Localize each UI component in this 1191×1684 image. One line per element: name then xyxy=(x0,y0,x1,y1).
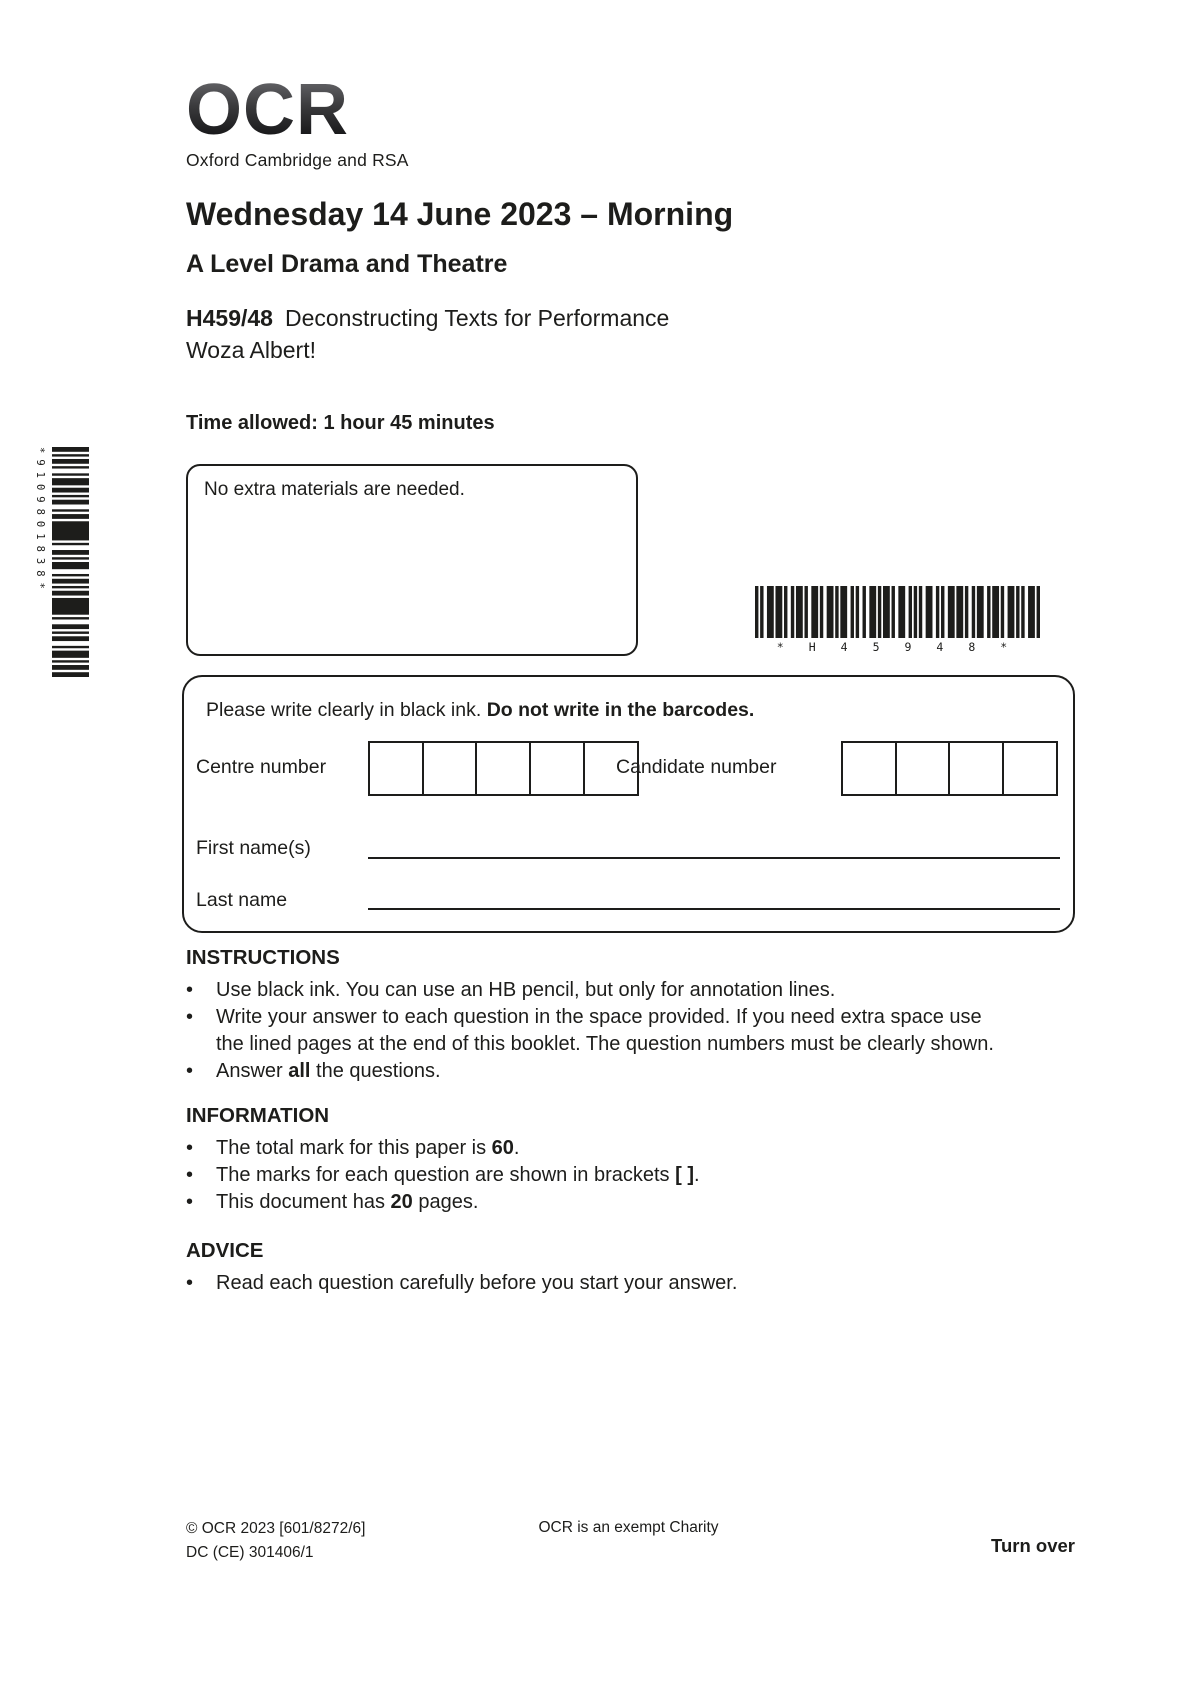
last-name-label: Last name xyxy=(196,889,288,911)
candidate-number-cells xyxy=(841,741,1058,796)
first-name-line xyxy=(368,857,1060,859)
bullet-item xyxy=(186,1058,1044,1085)
paper-title: Deconstructing Texts for Performance xyxy=(284,305,670,331)
footer-copyright: © OCR 2023 [601/8272/6] xyxy=(186,1520,366,1537)
write-clearly-instruction: Please write clearly in black ink. Do not write in the barcodes. xyxy=(206,699,755,721)
materials-text: No extra materials are needed. xyxy=(204,479,465,500)
advice-section xyxy=(186,1239,1044,1297)
number-cell xyxy=(422,741,478,796)
bullet-text: Write your answer to each question in the space provided. If you need extra space use the lined pages at the end of this booklet. The question numbers must be clearly shown. xyxy=(216,1006,994,1055)
bullet-item xyxy=(186,1004,1044,1058)
number-cell xyxy=(841,741,897,796)
ocr-logo-tagline: Oxford Cambridge and RSA xyxy=(186,150,409,170)
paper-barcode xyxy=(755,586,1040,638)
number-cell xyxy=(948,741,1004,796)
number-cell xyxy=(529,741,585,796)
ocr-logo xyxy=(186,70,409,171)
centre-number-cells xyxy=(368,741,639,796)
number-cell xyxy=(475,741,531,796)
bullet-item xyxy=(186,1162,1044,1189)
paper-code: H459/48 xyxy=(186,305,273,331)
turn-over-label: Turn over xyxy=(991,1535,1075,1556)
materials-box xyxy=(186,464,638,656)
bullet-text: This document has 20 pages. xyxy=(216,1191,479,1213)
bullet-marker: • xyxy=(186,1272,194,1294)
time-allowed: Time allowed: 1 hour 45 minutes xyxy=(186,412,495,434)
number-cell xyxy=(895,741,951,796)
instructions-heading: INSTRUCTIONS xyxy=(186,946,340,969)
first-name-label: First name(s) xyxy=(196,837,311,859)
bullet-marker: • xyxy=(186,1060,194,1082)
number-cell xyxy=(1002,741,1058,796)
candidate-details-box xyxy=(182,675,1075,933)
bullet-text: The total mark for this paper is 60. xyxy=(216,1137,520,1159)
paper-subtitle: Woza Albert! xyxy=(186,337,316,363)
bullet-marker: • xyxy=(186,979,194,1001)
ocr-logo-text: OCR xyxy=(186,74,409,146)
footer-doc-code: DC (CE) 301406/1 xyxy=(186,1544,314,1561)
bullet-text: Use black ink. You can use an HB pencil, but only for annotation lines. xyxy=(216,979,836,1001)
paper-code-line xyxy=(186,305,669,332)
last-name-line xyxy=(368,908,1060,910)
advice-heading: ADVICE xyxy=(186,1239,264,1262)
bullet-text: Answer all the questions. xyxy=(216,1060,441,1082)
bullet-marker: • xyxy=(186,1191,194,1213)
bullet-item xyxy=(186,1135,1044,1162)
number-cell xyxy=(368,741,424,796)
bullet-marker: • xyxy=(186,1164,194,1186)
paper-barcode-label: *H45948* xyxy=(776,640,1033,654)
bullet-text: Read each question carefully before you start your answer. xyxy=(216,1272,738,1294)
candidate-number-label: Candidate number xyxy=(616,756,777,778)
bullet-text: The marks for each question are shown in brackets [ ]. xyxy=(216,1164,700,1186)
information-section xyxy=(186,1104,1044,1216)
date-title: Wednesday 14 June 2023 – Morning xyxy=(186,196,734,232)
footer-charity: OCR is an exempt Charity xyxy=(538,1519,719,1536)
bullet-marker: • xyxy=(186,1006,194,1028)
centre-number-label: Centre number xyxy=(196,756,327,778)
bullet-item xyxy=(186,977,1044,1004)
qualification-title: A Level Drama and Theatre xyxy=(186,250,508,278)
left-barcode-number: *9109801838* xyxy=(34,447,46,595)
instructions-section xyxy=(186,946,1044,1085)
bullet-item xyxy=(186,1189,1044,1216)
bullet-item xyxy=(186,1270,1044,1297)
bullet-marker: • xyxy=(186,1137,194,1159)
candidate-barcode xyxy=(52,447,89,677)
information-heading: INFORMATION xyxy=(186,1104,330,1127)
